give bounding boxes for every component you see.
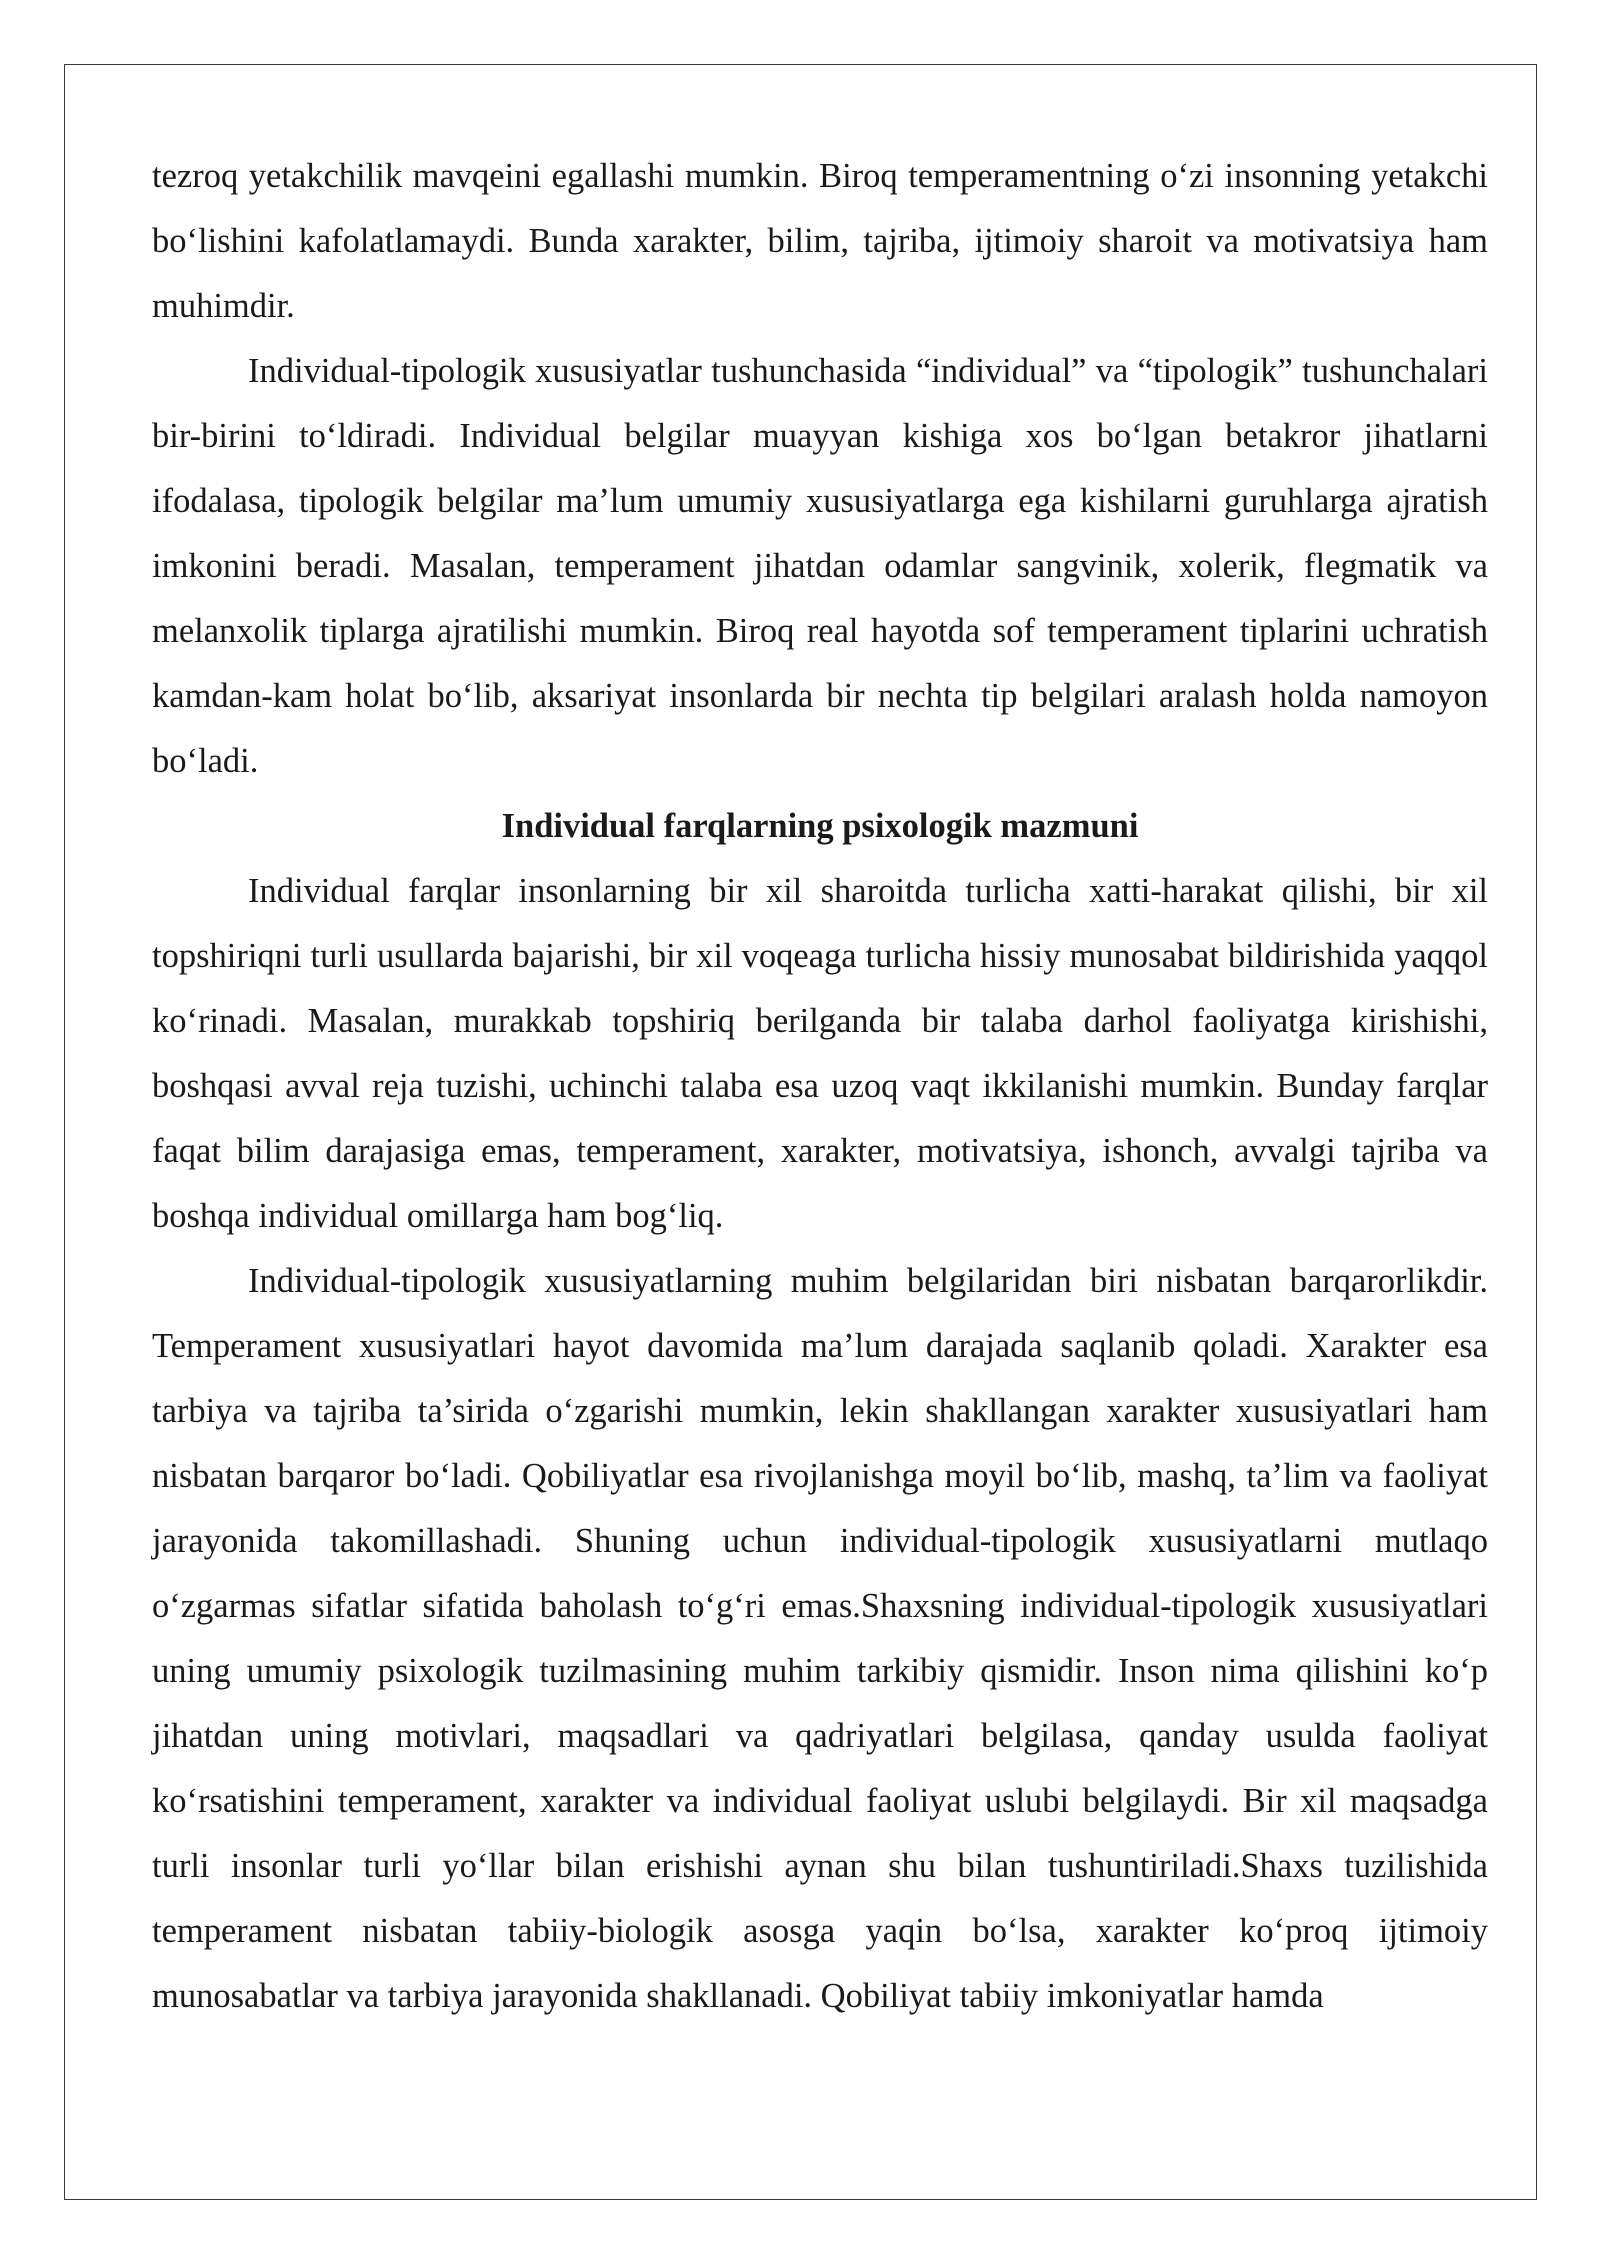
paragraph: Individual-tipologik xususiyatlarning muhim belgilaridan biri nisbatan barqarorlikdir. Temperament xususiyatlari hayot davomida ma’lum darajada saqlanib qoladi. Xarakter esa tarbiya va tajriba ta’sirida o‘zgarishi mumkin, lekin shakllangan xarakter xususiyatlari ham nisbatan barqaror bo‘ladi. Qobiliyatlar esa rivojlanishga moyil bo‘lib, mashq, ta’lim va faoliyat jarayonida takomillashadi. Shuning uchun individual-tipologik xususiyatlarni mutlaqo o‘zgarmas sifatlar sifatida baholash to‘g‘ri emas.Shaxsning individual-tipologik xususiyatlari uning umumiy psixologik tuzilmasining muhim tarkibiy qismidir. Inson nima qilishini ko‘p jihatdan uning motivlari, maqsadlari va qadriyatlari belgilasa, qanday usulda faoliyat ko‘rsatishini temperament, xarakter va individual faoliyat uslubi belgilaydi. Bir xil maqsadga turli insonlar turli yo‘llar bilan erishishi aynan shu bilan tushuntiriladi.Shaxs tuzilishida temperament nisbatan tabiiy-biologik asosga yaqin bo‘lsa, xarakter ko‘proq ijtimoiy munosabatlar va tarbiya jarayonida shakllanadi. Qobiliyat tabiiy imkoniyatlar hamda: [152, 1262, 1488, 2015]
paragraph: Individual-tipologik xususiyatlar tushunchasida “individual” va “tipologik” tushunchalari bir-birini to‘ldiradi. Individual belgilar muayyan kishiga xos bo‘lgan betakror jihatlarni ifodalasa, tipologik belgilar ma’lum umumiy xususiyatlarga ega kishilarni guruhlarga ajratish imkonini beradi. Masalan, temperament jihatdan odamlar sangvinik, xolerik, flegmatik va melanxolik tiplarga ajratilishi mumkin. Biroq real hayotda sof temperament tiplarini uchratish kamdan-kam holat bo‘lib, aksariyat insonlarda bir nechta tip belgilari aralash holda namoyon bo‘ladi.: [152, 352, 1488, 780]
document-body: [152, 144, 1488, 2029]
paragraph: tezroq yetakchilik mavqeini egallashi mumkin. Biroq temperamentning o‘zi insonning yetakchi bo‘lishini kafolatlamaydi. Bunda xarakter, bilim, tajriba, ijtimoiy sharoit va motivatsiya ham muhimdir.: [152, 157, 1488, 325]
paragraph: Individual farqlar insonlarning bir xil sharoitda turlicha xatti-harakat qilishi, bir xil topshiriqni turli usullarda bajarishi, bir xil voqeaga turlicha hissiy munosabat bildirishida yaqqol ko‘rinadi. Masalan, murakkab topshiriq berilganda bir talaba darhol faoliyatga kirishishi, boshqasi avval reja tuzishi, uchinchi talaba esa uzoq vaqt ikkilanishi mumkin. Bunday farqlar faqat bilim darajasiga emas, temperament, xarakter, motivatsiya, ishonch, avvalgi tajriba va boshqa individual omillarga ham bog‘liq.: [152, 872, 1488, 1235]
section-heading: Individual farqlarning psixologik mazmuni: [501, 807, 1139, 845]
